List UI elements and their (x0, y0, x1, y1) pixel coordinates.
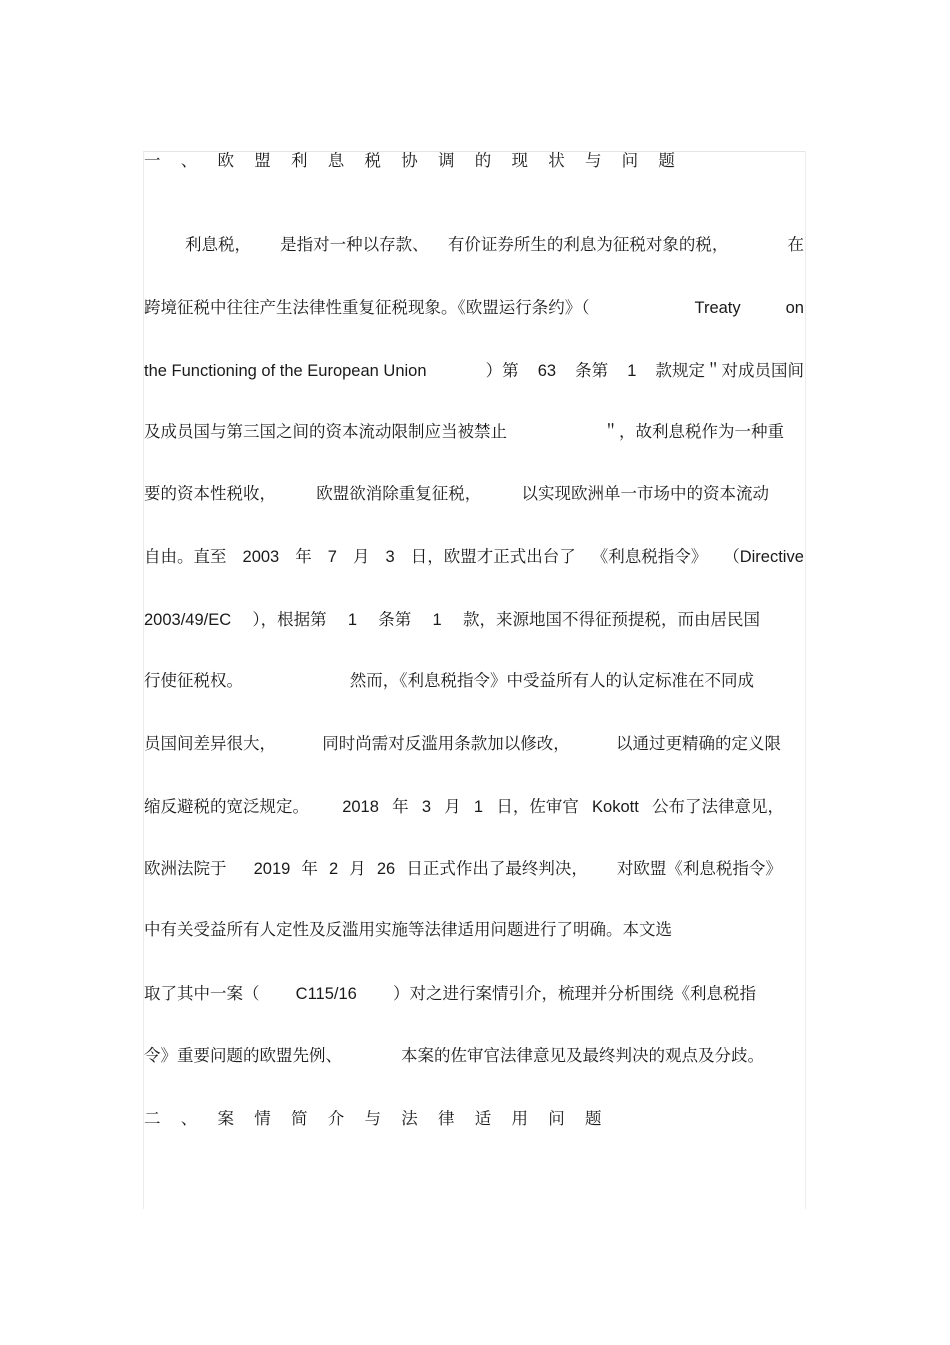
paragraph-line (144, 982, 756, 1006)
text-segment: 缩反避税的宽泛规定。 (144, 797, 309, 816)
section-heading-1 (144, 149, 804, 173)
text-segment: on (785, 299, 804, 317)
paragraph-line (144, 359, 804, 383)
text-segment: 3 (421, 798, 432, 816)
text-segment: 在 (787, 235, 804, 254)
paragraph-line (185, 233, 804, 257)
paragraph-line (144, 918, 804, 942)
text-segment: ），根据第 (252, 610, 327, 629)
text-segment: the Functioning of the European Union (144, 362, 427, 380)
text-segment: 公布了法律意见， (652, 797, 784, 816)
text-segment: 月 (444, 797, 461, 816)
text-segment: 欧盟欲消除重复征税， (316, 484, 482, 503)
paragraph-line (144, 1044, 764, 1068)
text-segment: 月 (349, 859, 366, 878)
section-heading-2 (144, 1107, 804, 1131)
text-segment: 1 (473, 798, 484, 816)
text-segment: 对欧盟《利息税指令》 (616, 859, 782, 878)
text-segment: 有价证券所生的利息为征税对象的税， (447, 235, 729, 254)
text-segment: 26 (376, 860, 396, 878)
paragraph-line (144, 795, 784, 819)
heading-text: 二 、 案 情 简 介 与 法 律 适 用 问 题 (144, 1109, 609, 1128)
text-segment: 2003/49/EC (144, 611, 232, 629)
text-segment: 3 (385, 548, 395, 566)
paragraph-line (144, 482, 769, 506)
text-segment: 是指对一种以存款、 (280, 235, 429, 254)
text-segment: 跨境征税中往往产生法律性重复征税现象。《欧盟运行条约》（ (144, 298, 590, 317)
text-segment: 利息税， (185, 235, 251, 254)
heading-text: 一 、 欧 盟 利 息 税 协 调 的 现 状 与 问 题 (144, 151, 683, 170)
text-segment: 员国间差异很大， (144, 734, 276, 753)
text-segment: 行使征税权。 (144, 671, 243, 690)
text-segment: C115/16 (295, 985, 357, 1003)
text-segment: 年 (295, 547, 312, 566)
text-segment: 要的资本性税收， (144, 484, 276, 503)
text-segment: 年 (392, 797, 409, 816)
text-segment: 款规定＂对成员国间 (655, 361, 804, 380)
text-segment: 日，佐审官 (496, 797, 579, 816)
text-segment: 日，欧盟才正式出台了 (410, 547, 576, 566)
text-segment: 以通过更精确的定义限 (616, 734, 781, 753)
text-segment: 条第 (378, 610, 412, 629)
text-segment: 年 (301, 859, 318, 878)
text-segment: Treaty (694, 299, 741, 317)
text-segment: 本案的佐审官法律意见及最终判决的观点及分歧。 (401, 1046, 764, 1065)
text-segment: 2019 (253, 860, 291, 878)
paragraph-line (144, 608, 760, 632)
text-segment: 63 (537, 362, 557, 380)
paragraph-line (144, 545, 804, 569)
text-segment: 自由。直至 (144, 547, 227, 566)
text-segment: 款，来源地国不得征预提税，而由居民国 (462, 610, 760, 629)
text-segment: 条第 (575, 361, 609, 380)
text-segment: 1 (432, 611, 442, 629)
text-segment: ＂，故利息税作为一种重 (602, 422, 784, 441)
paragraph-line (144, 420, 784, 444)
text-segment: 日正式作出了最终判决， (406, 859, 588, 878)
text-segment: Kokott (592, 798, 639, 816)
paragraph-line (144, 296, 804, 320)
text-segment: 令》重要问题的欧盟先例、 (144, 1046, 342, 1065)
text-segment: 以实现欧洲单一市场中的资本流动 (521, 484, 769, 503)
text-segment: 欧洲法院于 (144, 859, 227, 878)
text-segment: 及成员国与第三国之间的资本流动限制应当被禁止 (144, 422, 507, 441)
paragraph-line (144, 857, 782, 881)
text-segment: 中有关受益所有人定性及反滥用实施等法律适用问题进行了明确。本文选 (144, 920, 672, 939)
text-segment: 2018 (342, 798, 379, 816)
text-segment: 同时尚需对反滥用条款加以修改， (322, 734, 570, 753)
text-segment: ）第 (485, 361, 519, 380)
text-segment: 1 (347, 611, 358, 629)
paragraph-line (144, 669, 754, 693)
text-segment: 2003 (242, 548, 280, 566)
text-segment: 然而，《利息税指令》中受益所有人的认定标准在不同成 (349, 671, 754, 690)
text-segment: 1 (627, 362, 637, 380)
text-segment: 2 (329, 860, 339, 878)
text-segment: 取了其中一案（ (144, 984, 260, 1003)
text-segment: 《利息税指令》 (591, 547, 708, 566)
text-segment: 月 (352, 547, 370, 566)
paragraph-line (144, 732, 781, 756)
text-segment: 7 (327, 548, 337, 566)
text-segment: ）对之进行案情引介，梳理并分析围绕《利息税指 (392, 984, 756, 1003)
text-segment: （Directive (723, 548, 804, 566)
